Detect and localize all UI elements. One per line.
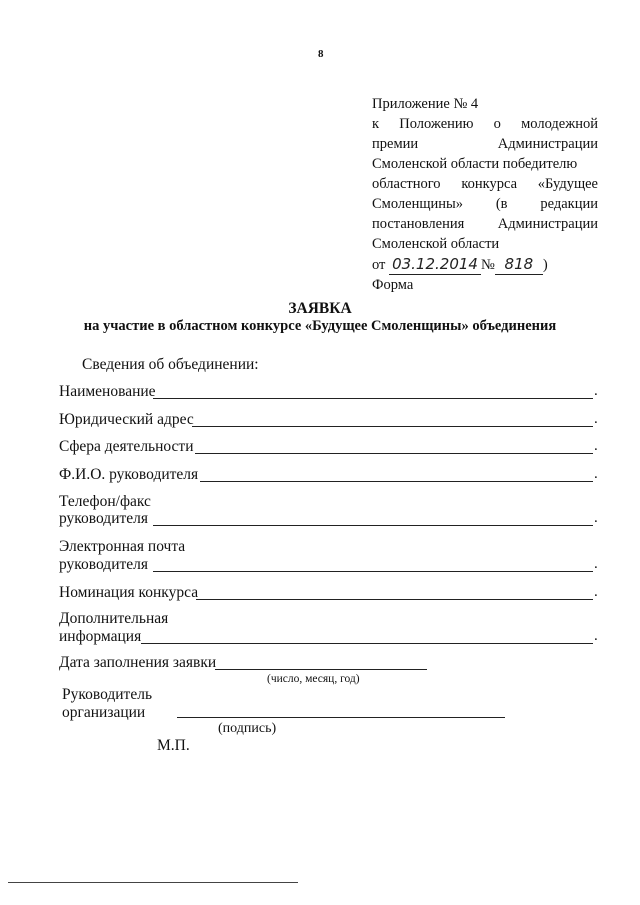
- appendix-word: Положению: [399, 116, 474, 132]
- appendix-date-line: [372, 254, 598, 275]
- form-label: Форма: [372, 277, 414, 293]
- extra-label-2: информация: [59, 628, 142, 645]
- signature-hint: (подпись): [218, 721, 277, 736]
- phone-field[interactable]: [153, 525, 593, 526]
- field-end-dot: .: [594, 628, 598, 644]
- appendix-line-6: [372, 214, 598, 234]
- signature-field[interactable]: [177, 717, 505, 718]
- appendix-word: «Будущее: [537, 176, 598, 192]
- handwritten-number: 818: [495, 254, 543, 275]
- extra-field[interactable]: [141, 643, 593, 644]
- appendix-word: редакции: [540, 196, 598, 212]
- phone-label-1: Телефон/факс: [59, 493, 151, 510]
- date-prefix: от: [372, 257, 386, 273]
- email-label-2: руководителя: [59, 556, 149, 573]
- appendix-word: Смоленщины»: [372, 196, 464, 212]
- head-name-label: Ф.И.О. руководителя: [59, 466, 199, 483]
- field-end-dot: .: [594, 466, 598, 482]
- field-end-dot: .: [594, 584, 598, 600]
- appendix-line-4: [372, 174, 598, 194]
- appendix-word: Администрации: [497, 136, 598, 152]
- appendix-word: конкурса: [461, 176, 518, 192]
- number-prefix: №: [481, 257, 495, 273]
- sphere-label: Сфера деятельности: [59, 438, 194, 455]
- field-end-dot: .: [594, 556, 598, 572]
- legal-address-label: Юридический адрес: [59, 411, 194, 428]
- appendix-block: [372, 94, 598, 295]
- nomination-field[interactable]: [196, 599, 593, 600]
- date-closing: ): [542, 257, 548, 273]
- appendix-title: Приложение № 4: [372, 96, 479, 112]
- handwritten-date: 03.12.2014: [389, 254, 481, 275]
- field-end-dot: .: [594, 510, 598, 526]
- fill-date-hint: (число, месяц, год): [267, 673, 360, 685]
- sphere-field[interactable]: [195, 453, 593, 454]
- appendix-word: Администрации: [497, 216, 598, 232]
- name-label: Наименование: [59, 383, 156, 400]
- appendix-word: молодежной: [521, 116, 598, 132]
- extra-label-1: Дополнительная: [59, 610, 169, 627]
- field-end-dot: .: [594, 438, 598, 454]
- phone-label-2: руководителя: [59, 510, 149, 527]
- document-subtitle: на участие в областном конкурсе «Будущее Смоленщины» объединения: [83, 318, 557, 334]
- appendix-line-7: Смоленской области: [372, 236, 500, 252]
- appendix-word: о: [493, 116, 501, 132]
- appendix-line-3: Смоленской области победителю: [372, 156, 578, 172]
- name-field[interactable]: [153, 398, 593, 399]
- head-name-field[interactable]: [200, 481, 593, 482]
- fill-date-label: Дата заполнения заявки: [59, 654, 217, 671]
- appendix-word: к: [372, 116, 380, 132]
- appendix-word: областного: [372, 176, 441, 192]
- email-label-1: Электронная почта: [59, 538, 186, 555]
- appendix-word: премии: [372, 136, 419, 152]
- appendix-word: (в: [495, 196, 508, 212]
- fill-date-field[interactable]: [215, 669, 427, 670]
- appendix-word: постановления: [372, 216, 465, 232]
- appendix-line-2: [372, 134, 598, 154]
- page-number: 8: [318, 48, 324, 60]
- field-end-dot: .: [594, 383, 598, 399]
- intro-text: Сведения об объединении:: [82, 356, 259, 373]
- nomination-label: Номинация конкурса: [59, 584, 199, 601]
- head-label-2: организации: [62, 704, 146, 721]
- appendix-line-1: [372, 114, 598, 134]
- email-field[interactable]: [153, 571, 593, 572]
- appendix-line-5: [372, 194, 598, 214]
- field-end-dot: .: [594, 411, 598, 427]
- document-title: ЗАЯВКА: [288, 300, 352, 317]
- stamp-label: М.П.: [157, 737, 190, 754]
- legal-address-field[interactable]: [192, 426, 593, 427]
- footer-divider: [8, 882, 298, 883]
- head-label-1: Руководитель: [62, 686, 153, 703]
